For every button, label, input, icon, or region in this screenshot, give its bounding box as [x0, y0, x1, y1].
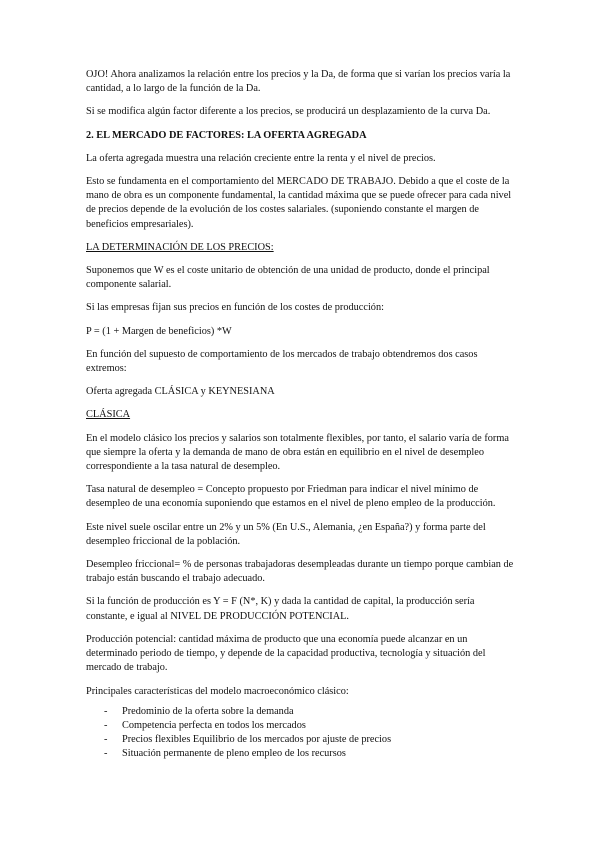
paragraph-modelo-clasico: En el modelo clásico los precios y salarios son totalmente flexibles, por tanto, el salario varía de forma que siempre la oferta y la demanda de mano de obra están en equilibrio en el nivel de desempleo correspondiente a la tasa natural de desempleo. — [86, 432, 509, 473]
paragraph-mercado-trabajo: Esto se fundamenta en el comportamiento del MERCADO DE TRABAJO. Debido a que el coste de la mano de obra es un componente fundamental, la cantidad máxima que se puede ofrecer para cada nivel de precios depende de la evolución de los costes salariales. (suponiendo constante el margen de beneficios empresariales). — [86, 176, 512, 230]
list-item-text: Precios flexibles Equilibrio de los mercados por ajuste de precios — [122, 734, 392, 746]
paragraph-desempleo-friccional: Desempleo friccional= % de personas trabajadoras desempleadas durante un tiempo porque cambian de trabajo están buscando el trabajo adecuado. — [86, 559, 514, 585]
paragraph-da-relation: OJO! Ahora analizamos la relación entre los precios y la Da, de forma que si varían los precios varía la cantidad, a lo largo de la función de la Da. — [86, 69, 511, 95]
paragraph-produccion-potencial: Producción potencial: cantidad máxima de producto que una economía puede alcanzar en un determinado periodo de tiempo, y depende de la capacidad productiva, tecnología y situación del mercado de trabajo. — [86, 633, 486, 674]
paragraph-oferta-clasica-keynesiana: Oferta agregada CLÁSICA y KEYNESIANA — [86, 386, 275, 398]
subheading-determinacion-precios: LA DETERMINACIÓN DE LOS PRECIOS: — [86, 241, 274, 253]
paragraph-da-shift: Si se modifica algún factor diferente a los precios, se producirá un desplazamiento de la curva Da. — [86, 106, 491, 118]
list-bullet: - — [104, 719, 108, 731]
paragraph-oferta-definition: La oferta agregada muestra una relación creciente entre la renta y el nivel de precios. — [86, 152, 436, 164]
paragraph-caracteristicas: Principales características del modelo macroeconómico clásico: — [86, 685, 349, 697]
list-bullet: - — [104, 705, 108, 717]
list-item — [104, 719, 518, 733]
list-item-text: Predominio de la oferta sobre la demanda — [122, 705, 294, 717]
formula-precio: P = (1 + Margen de beneficios) *W — [86, 325, 232, 337]
document-page — [86, 68, 518, 762]
list-item-text: Competencia perfecta en todos los mercados — [122, 719, 306, 731]
paragraph-funcion-produccion: Si la función de producción es Y = F (N*, K) y dada la cantidad de capital, la producción sería constante, e igual al NIVEL DE PRODUCCIÓN POTENCIAL. — [86, 596, 475, 622]
list-bullet: - — [104, 748, 108, 760]
section-heading-oferta-agregada: 2. EL MERCADO DE FACTORES: LA OFERTA AGREGADA — [86, 129, 367, 141]
paragraph-coste-unitario: Suponemos que W es el coste unitario de obtención de una unidad de producto, donde el principal componente salarial. — [86, 265, 490, 291]
paragraph-tasa-natural: Tasa natural de desempleo = Concepto propuesto por Friedman para indicar el nivel mínimo de desempleo de una economía suponiendo que estamos en el nivel de pleno empleo de la producción. — [86, 484, 496, 510]
list-item-text: Situación permanente de pleno empleo de los recursos — [122, 748, 346, 760]
characteristics-list — [86, 705, 518, 762]
subheading-clasica: CLÁSICA — [86, 409, 131, 421]
list-bullet: - — [104, 734, 108, 746]
paragraph-casos-extremos: En función del supuesto de comportamiento de los mercados de trabajo obtendremos dos casos extremos: — [86, 348, 478, 375]
paragraph-fijan-precios: Si las empresas fijan sus precios en función de los costes de producción: — [86, 302, 384, 314]
paragraph-nivel-oscilar: Este nivel suele oscilar entre un 2% y un 5% (En U.S., Alemania, ¿en España?) y forma parte del desempleo friccional de la población. — [86, 521, 486, 547]
list-item — [104, 733, 518, 747]
list-item — [104, 747, 518, 761]
list-item — [104, 705, 518, 719]
